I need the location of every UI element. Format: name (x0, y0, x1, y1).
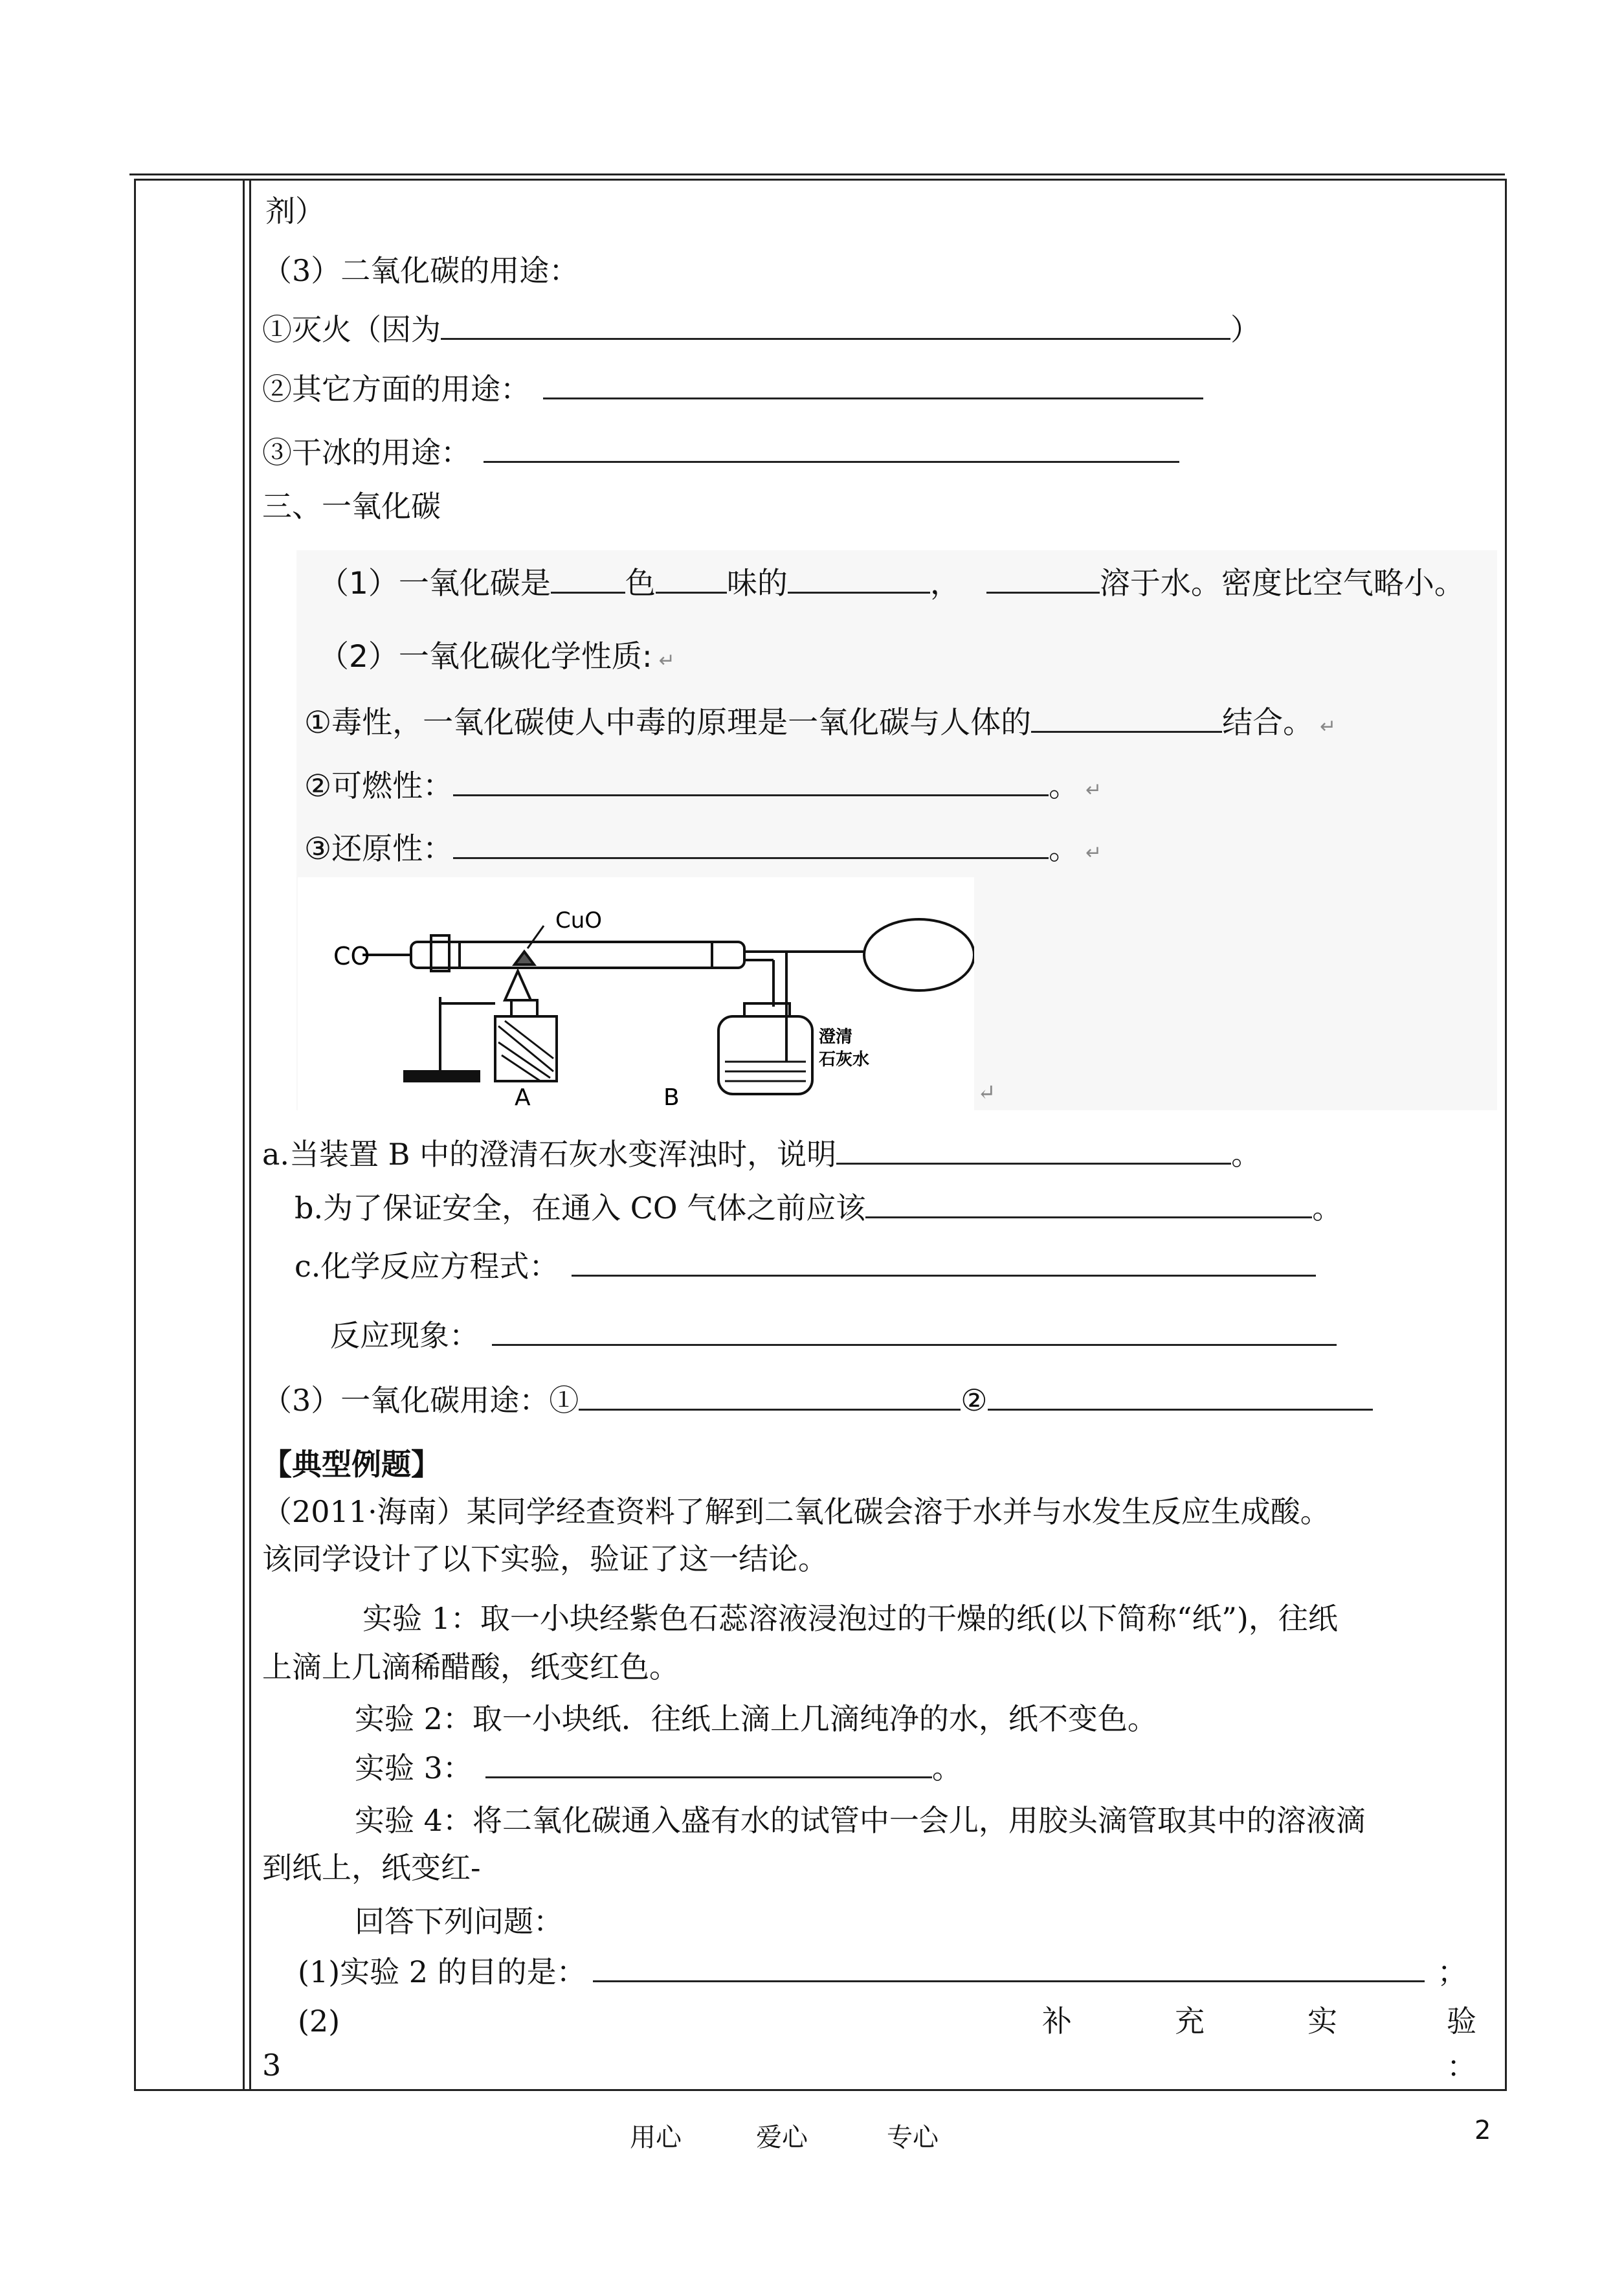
co-p1 (318, 563, 1465, 603)
return-mark: ↵ (658, 649, 675, 672)
question-a-text: a.当装置 B 中的澄清石灰水变浑浊时，说明 (262, 1137, 837, 1172)
footer-item-1: 用心 (630, 2123, 682, 2153)
semicolon: ； (1437, 1954, 1467, 1989)
answer-prompt: 回答下列问题： (355, 1904, 563, 1939)
other-use-blank[interactable] (543, 369, 1203, 399)
co-p1-text-a: （1）一氧化碳是 (318, 566, 551, 601)
flame (505, 971, 531, 1000)
question-b (295, 1188, 1342, 1227)
answer-2-word-3: 实 (1307, 2004, 1337, 2039)
co-p1-text-e: 溶于水。密度比空气略小。 (1099, 566, 1465, 601)
co-p3-text-a: ①毒性，一氧化碳使人中毒的原理是一氧化碳与人体的 (304, 705, 1032, 741)
co-p4-text: ②可燃性： (304, 768, 454, 804)
co-p5 (304, 829, 1102, 873)
phenomenon-blank[interactable] (492, 1315, 1337, 1346)
return-mark: ↵ (1320, 715, 1337, 738)
answer-1-blank[interactable] (593, 1952, 1425, 1982)
question-a-blank[interactable] (836, 1134, 1231, 1165)
co-toxicity-blank[interactable] (1031, 702, 1222, 733)
answer-2-word-1: 补 (1042, 2004, 1072, 2039)
experiment-2: 实验 2：取一小块纸．往纸上滴上几滴纯净的水，纸不变色。 (355, 1701, 1157, 1736)
question-c (295, 1246, 1316, 1286)
co2-use-heading: （3）二氧化碳的用途： (262, 253, 579, 288)
header-rule (129, 173, 1505, 175)
glass-tube (411, 942, 744, 968)
period: 。 (1049, 831, 1080, 867)
period: 。 (1231, 1137, 1262, 1172)
question-c-text: c.化学反应方程式： (295, 1249, 559, 1284)
cuo-powder (515, 952, 534, 965)
answer-2-word-2: 充 (1175, 2004, 1205, 2039)
example-heading: 【典型例题】 (262, 1447, 441, 1482)
answer-2-number: 3 (262, 2048, 282, 2083)
text-ji: 剂） (265, 194, 325, 229)
experiment-4-line-2: 到纸上，纸变红- (262, 1850, 481, 1885)
co-reducibility-blank[interactable] (453, 829, 1049, 859)
period: 。 (1312, 1191, 1342, 1225)
experiment-4-line-1: 实验 4：将二氧化碳通入盛有水的试管中一会儿，用胶头滴管取其中的溶液滴 (355, 1803, 1366, 1838)
experiment-3 (355, 1748, 962, 1787)
co-solubility-blank[interactable] (986, 563, 1100, 594)
limewater-label-2: 石灰水 (819, 1050, 870, 1069)
co-p1-text-d: ， (929, 566, 961, 601)
answer-1 (298, 1952, 1467, 1991)
answer-2-label: (2) (298, 2004, 340, 2039)
page-number: 2 (1474, 2116, 1491, 2145)
co-p3 (304, 702, 1336, 746)
experiment-1-line-1: 实验 1：取一小块经紫色石蕊溶液浸泡过的干燥的纸(以下简称“纸”)，往纸 (362, 1601, 1338, 1636)
burner-hatch (498, 1021, 553, 1081)
return-mark: ↵ (1085, 842, 1102, 864)
co-smell-blank[interactable] (656, 563, 727, 594)
label-a: A (515, 1084, 531, 1110)
fire-use-blank[interactable] (441, 309, 1230, 340)
bottle-neck (744, 1003, 790, 1016)
label-b: B (663, 1084, 680, 1110)
burner-neck (511, 1000, 537, 1016)
experiment-3-blank[interactable] (485, 1748, 932, 1778)
period: 。 (1049, 768, 1080, 804)
period: 。 (931, 1751, 962, 1785)
co-p3-text-b: 结合。 (1222, 705, 1314, 741)
question-d-text: 反应现象： (330, 1318, 479, 1353)
fire-use-close: ） (1230, 312, 1260, 347)
co-use-blank-1[interactable] (579, 1380, 961, 1411)
stand-base (405, 1071, 479, 1081)
co-p2 (318, 638, 675, 680)
equation-blank[interactable] (572, 1246, 1316, 1277)
co-use-line (262, 1380, 1373, 1420)
co-p2-text: （2）一氧化碳化学性质: (318, 639, 652, 675)
question-b-blank[interactable] (865, 1188, 1312, 1218)
answer-2-colon: ： (1447, 2049, 1476, 2084)
co-use-text-b: ② (961, 1383, 988, 1418)
example-intro-2: 该同学设计了以下实验，验证了这一结论。 (262, 1541, 828, 1576)
dry-ice-line (262, 432, 1179, 472)
co-p4 (304, 766, 1102, 810)
co-use-blank-2[interactable] (988, 1380, 1373, 1411)
answer-1-text: (1)实验 2 的目的是： (298, 1954, 586, 1989)
cuo-pointer (528, 926, 544, 948)
section-3-heading: 三、一氧化碳 (262, 489, 441, 524)
return-mark: ↵ (977, 1080, 996, 1106)
co-combustibility-blank[interactable] (453, 766, 1049, 796)
co-p5-text: ③还原性： (304, 831, 454, 867)
co-p1-text-b: 色 (625, 566, 656, 601)
fire-use-label: ①灭火（因为 (262, 312, 441, 347)
bottle-body (718, 1016, 812, 1094)
column-divider-1 (243, 179, 245, 2089)
other-use-line (262, 369, 1203, 408)
co-label: CO (333, 942, 370, 970)
limewater-label-1: 澄清 (819, 1027, 853, 1047)
experiment-1-line-2: 上滴上几滴稀醋酸，纸变红色。 (262, 1650, 679, 1684)
experiment-3-text: 实验 3： (355, 1751, 473, 1785)
co-color-blank[interactable] (551, 563, 625, 594)
co-p1-text-c: 味的 (726, 566, 788, 601)
co-use-text-a: （3）一氧化碳用途：① (262, 1383, 579, 1418)
example-intro-1: （2011·海南）某同学经查资料了解到二氧化碳会溶于水并与水发生反应生成酸。 (262, 1494, 1330, 1529)
footer-item-2: 爱心 (756, 2123, 808, 2153)
apparatus-diagram (298, 877, 974, 1110)
footer-item-3: 专心 (887, 2123, 939, 2153)
other-use-label: ②其它方面的用途： (262, 372, 530, 407)
cuo-label: CuO (555, 908, 603, 934)
co-state-blank[interactable] (788, 563, 930, 594)
dry-ice-blank[interactable] (484, 432, 1179, 463)
return-mark: ↵ (1085, 779, 1102, 801)
apparatus-svg (298, 877, 974, 1110)
question-a (262, 1134, 1261, 1174)
dry-ice-label: ③干冰的用途： (262, 435, 471, 470)
question-d (330, 1315, 1337, 1355)
balloon (864, 919, 974, 990)
column-divider-2 (249, 179, 251, 2089)
answer-2-word-4: 验 (1447, 2004, 1476, 2039)
question-b-text: b.为了保证安全，在通入 CO 气体之前应该 (295, 1191, 866, 1225)
fire-use-line (262, 309, 1260, 349)
